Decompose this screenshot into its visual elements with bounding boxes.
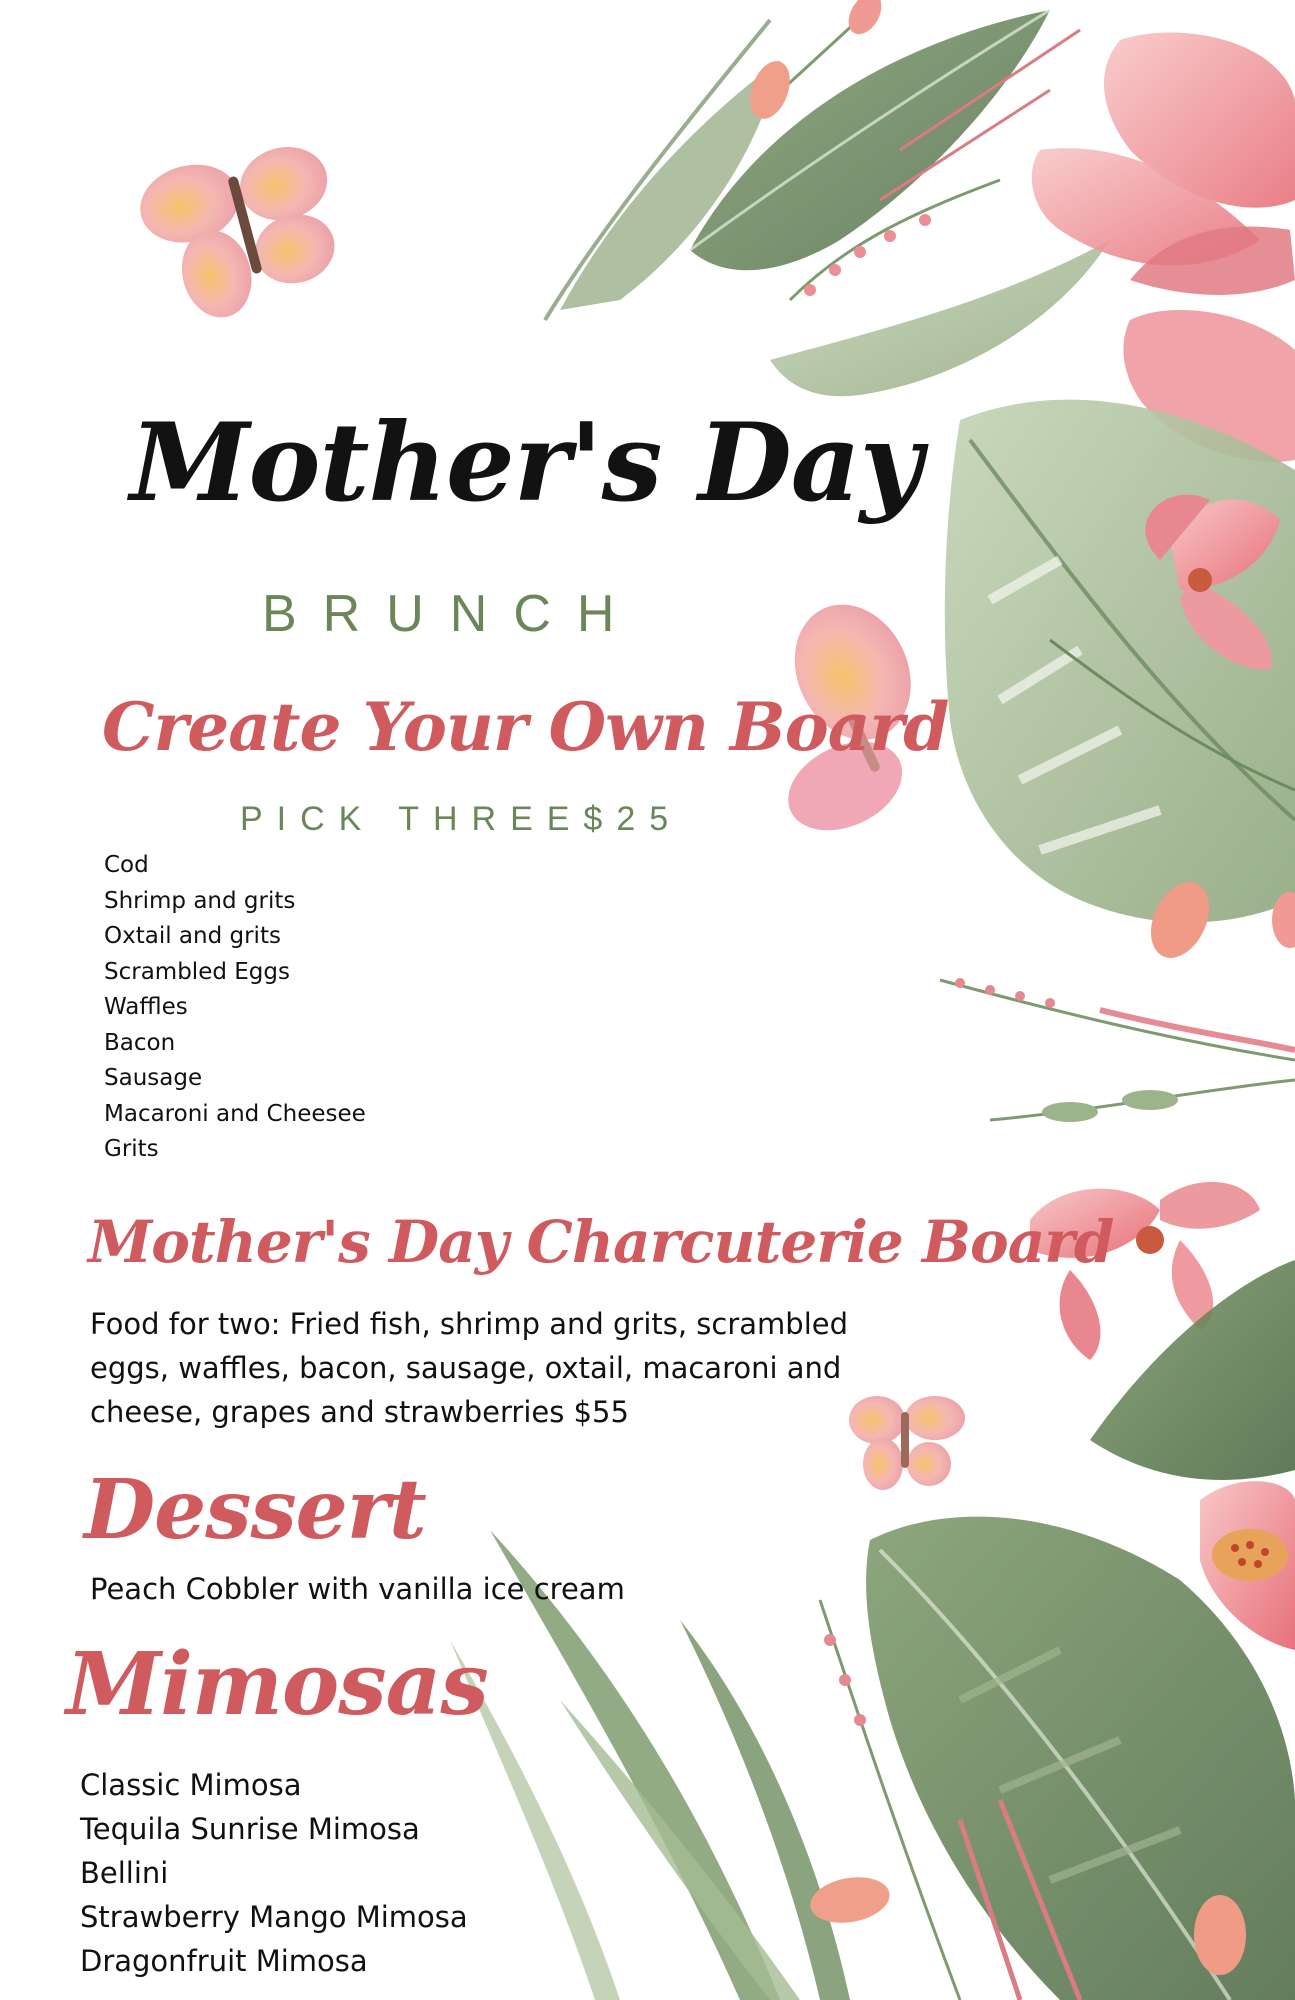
pick-three-price: PICK THREE$25 [240,800,683,838]
page-subtitle: BRUNCH [262,585,641,643]
banana-leaf-icon [545,20,780,320]
list-item: Scrambled Eggs [104,958,290,985]
charcuterie-description: Food for two: Fried fish, shrimp and grits, scrambled eggs, waffles, bacon, sausage, oxtail, macaroni and cheese, grapes and strawberries $55 [90,1307,849,1429]
list-item: Strawberry Mango Mimosa [80,1900,468,1934]
hibiscus-flower-icon [1032,33,1295,462]
list-item: Grits [104,1136,159,1162]
section-title-dessert: Dessert [84,1462,426,1558]
board-item-list [104,848,366,1168]
list-item: Macaroni and Cheesee [104,1100,366,1127]
section-title-mimosas: Mimosas [66,1634,488,1735]
list-item: Shrimp and grits [104,887,296,914]
dessert-item: Peach Cobbler with vanilla ice cream [90,1572,625,1606]
banana-leaf-icon [770,240,1110,396]
list-item: Waffles [104,994,188,1020]
page-title: Mother's Day [130,400,922,526]
mimosa-list [80,1763,468,1983]
list-item: Dragonfruit Mimosa [80,1944,368,1978]
list-item: Tequila Sunrise Mimosa [80,1812,420,1846]
blossom-sprig-icon [940,978,1295,1122]
list-item: Sausage [104,1065,203,1091]
section-title-charcuterie: Mother's Day Charcuterie Board [88,1208,1114,1276]
list-item: Bellini [80,1856,169,1890]
butterfly-icon [131,131,355,332]
list-item: Cod [104,852,149,878]
section-title-create-board: Create Your Own Board [102,688,949,766]
list-item: Classic Mimosa [80,1768,302,1802]
list-item: Bacon [104,1029,176,1056]
list-item: Oxtail and grits [104,923,281,949]
